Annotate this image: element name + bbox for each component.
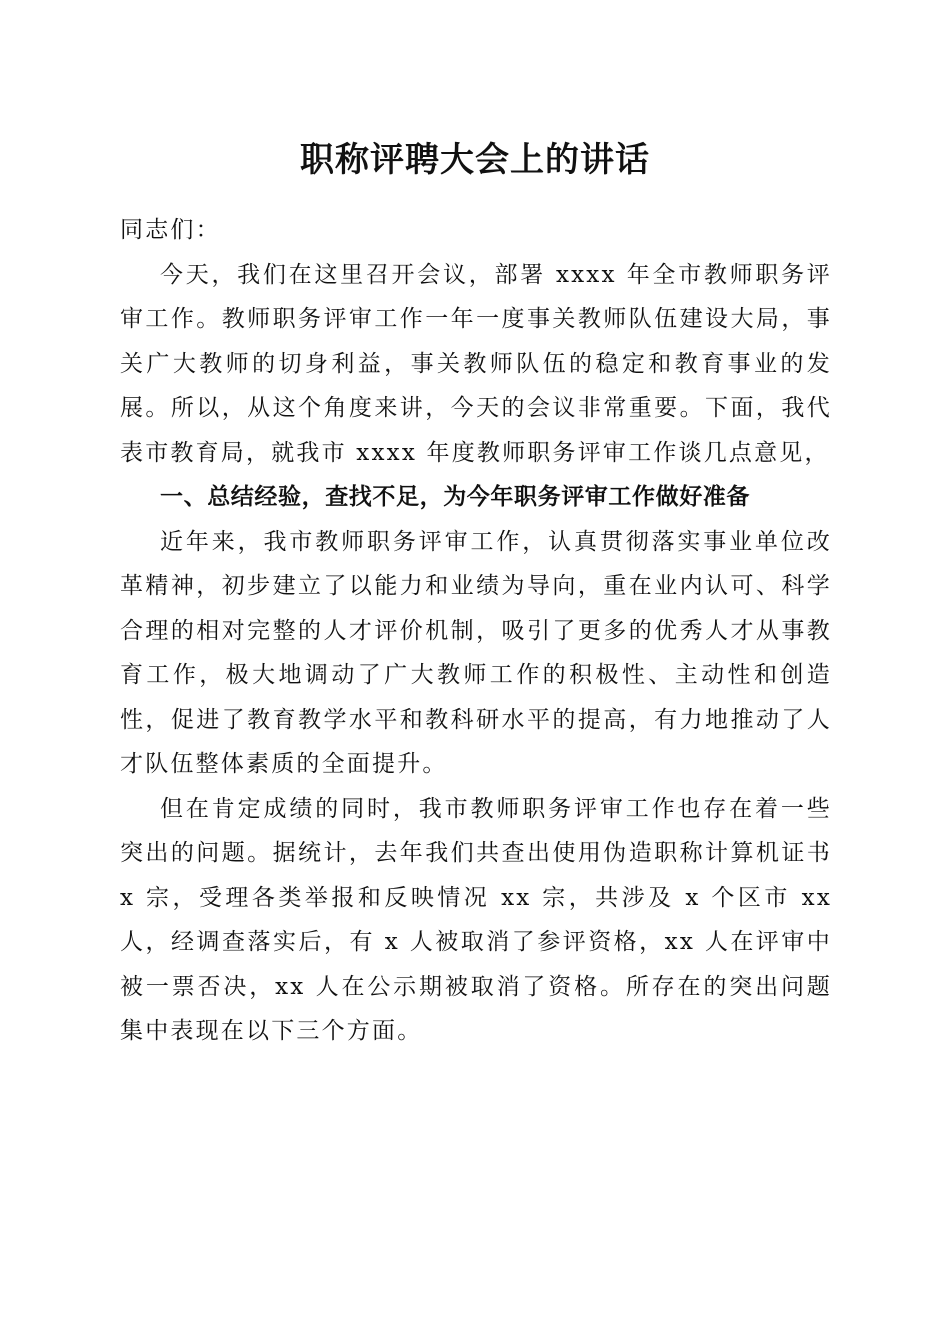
salutation: 同志们： (120, 217, 221, 243)
document-title: 职称评聘大会上的讲话 (300, 140, 650, 180)
paragraph-achievements: 近年来，我市教师职务评审工作，认真贯彻落实事业单位改革精神，初步建立了以能力和业绩为导向，重在业内认可、科学合理的相对完整的人才评价机制，吸引了更多的优秀人才从事教育工作，极大地调动了广大教师工作的积极性、主动性和创造性，促进了教育教学水平和教科研水平的提高，有力地推动了人才队伍整体素质的全面提升。 (120, 528, 832, 777)
paragraph-intro: 今天，我们在这里召开会议，部署 xxxx 年全市教师职务评审工作。教师职务评审工作一年一度事关教师队伍建设大局，事关广大教师的切身利益，事关教师队伍的稳定和教育事业的发展。所以，从这个角度来讲，今天的会议非常重要。下面，我代表市教育局，就我市 xxxx 年度教师职务评审工作谈几点意见， (120, 261, 832, 466)
paragraph-problems: 但在肯定成绩的同时，我市教师职务评审工作也存在着一些突出的问题。据统计，去年我们共查出使用伪造职称计算机证书 x 宗，受理各类举报和反映情况 xx 宗，共涉及 x 个区市 xx 人，经调查落实后，有 x 人被取消了参评资格，xx 人在评审中被一票否决，xx 人在公示期被取消了资格。所存在的突出问题集中表现在以下三个方面。 (120, 795, 832, 1044)
section-heading: 一、总结经验，查找不足，为今年职务评审工作做好准备 (160, 484, 750, 510)
document-body (120, 208, 832, 1054)
